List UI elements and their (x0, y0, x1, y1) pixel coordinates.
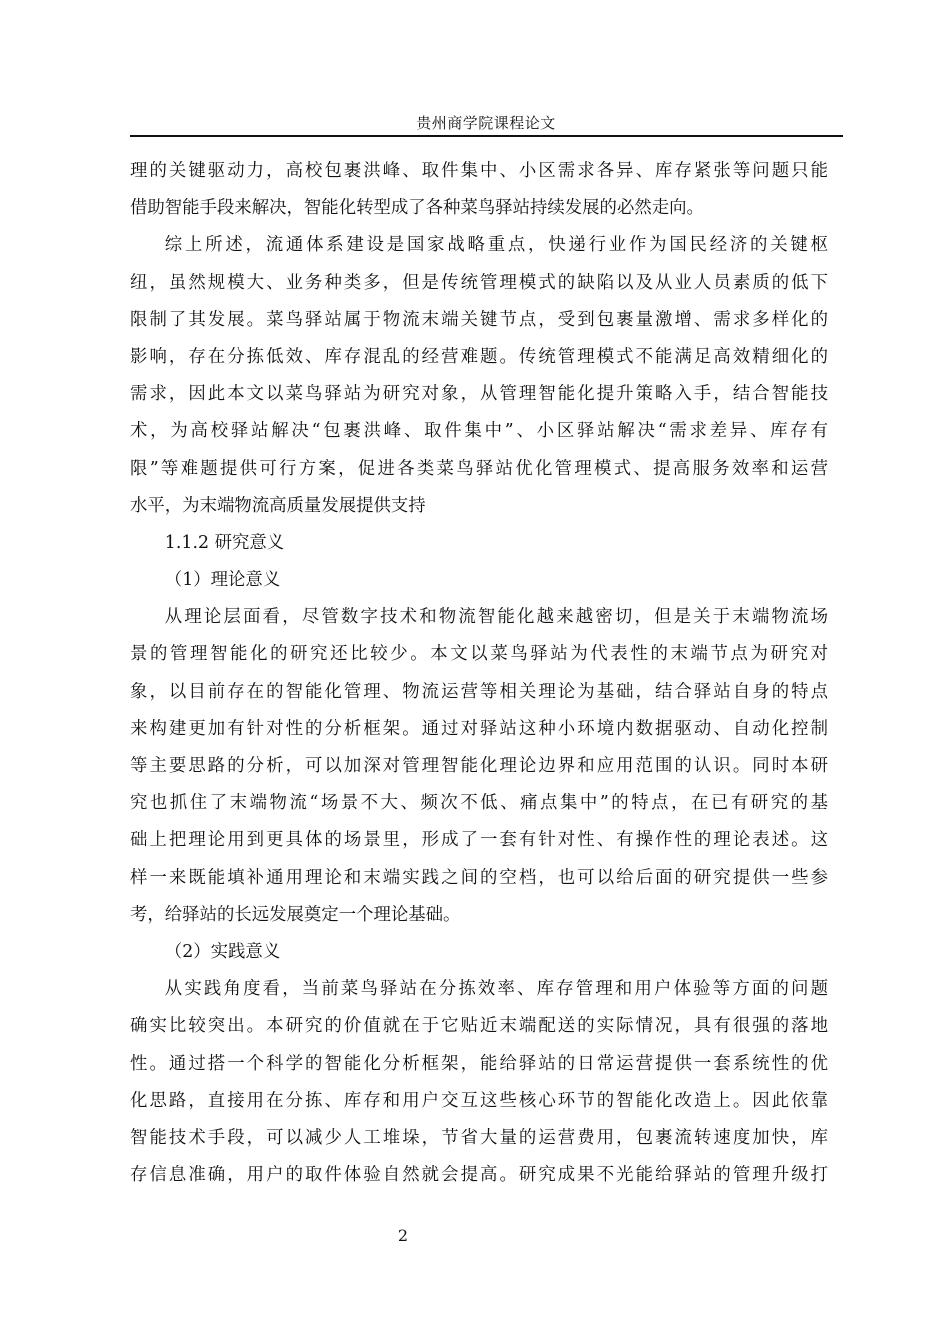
body-text (130, 153, 828, 1194)
text-line: 础上把理论用到更具体的场景里，形成了一套有针对性、有操作性的理论表述。这 (130, 830, 828, 851)
text-line: 确实比较突出。本研究的价值就在于它贴近末端配送的实际情况，具有很强的落地 (130, 1016, 828, 1037)
text-line: 来构建更加有针对性的分析框架。通过对驿站这种小环境内数据驱动、自动化控制 (130, 718, 828, 739)
text-line: （1）理论意义 (164, 570, 281, 591)
text-line: 借助智能手段来解决，智能化转型成了各种菜鸟驿站持续发展的必然走向。 (130, 198, 704, 219)
text-line: 化思路，直接用在分拣、库存和用户交互这些核心环节的智能化改造上。因此依靠 (130, 1090, 828, 1111)
text-line: 水平，为末端物流高质量发展提供支持 (130, 495, 426, 516)
page-header-title: 贵州商学院课程论文 (416, 114, 556, 132)
text-line: 象，以目前存在的智能化管理、物流运营等相关理论为基础，结合驿站自身的特点 (130, 681, 828, 702)
text-line: 综上所述，流通体系建设是国家战略重点，快递行业作为国民经济的关键枢 (164, 235, 828, 256)
text-line: 究也抓住了末端物流“场景不大、频次不低、痛点集中”的特点，在已有研究的基 (130, 793, 828, 814)
text-line: 考，给驿站的长远发展奠定一个理论基础。 (130, 904, 461, 925)
text-line: 术，为高校驿站解决“包裹洪峰、取件集中”、小区驿站解决“需求差异、库存有 (130, 421, 828, 442)
text-line: 限制了其发展。菜鸟驿站属于物流末端关键节点，受到包裹量激增、需求多样化的 (130, 309, 828, 330)
text-line: 限”等难题提供可行方案，促进各类菜鸟驿站优化管理模式、提高服务效率和运营 (130, 458, 828, 479)
text-line: 性。通过搭一个科学的智能化分析框架，能给驿站的日常运营提供一套系统性的优 (130, 1053, 828, 1074)
text-line: 智能技术手段，可以减少人工堆垛，节省大量的运营费用，包裹流转速度加快，库 (130, 1127, 828, 1148)
text-line: 理的关键驱动力，高校包裹洪峰、取件集中、小区需求各异、库存紧张等问题只能 (130, 161, 828, 181)
text-line: 1.1.2 研究意义 (164, 532, 285, 553)
page-number: 2 (397, 1226, 409, 1245)
text-line: 从实践角度看，当前菜鸟驿站在分拣效率、库存管理和用户体验等方面的问题 (164, 979, 828, 1000)
text-line: 样一来既能填补通用理论和末端实践之间的空档，也可以给后面的研究提供一些参 (130, 867, 828, 888)
text-line: 纽，虽然规模大、业务种类多，但是传统管理模式的缺陷以及从业人员素质的低下 (130, 272, 828, 293)
text-line: 等主要思路的分析，可以加深对管理智能化理论边界和应用范围的认识。同时本研 (130, 756, 828, 776)
text-line: 需求，因此本文以菜鸟驿站为研究对象，从管理智能化提升策略入手，结合智能技 (130, 384, 828, 405)
text-line: 存信息准确，用户的取件体验自然就会提高。研究成果不光能给驿站的管理升级打 (130, 1165, 828, 1186)
header-divider (130, 135, 843, 137)
text-line: 影响，存在分拣低效、库存混乱的经营难题。传统管理模式不能满足高效精细化的 (130, 346, 828, 367)
text-line: （2）实践意义 (164, 941, 281, 962)
text-line: 景的管理智能化的研究还比较少。本文以菜鸟驿站为代表性的末端节点为研究对 (130, 644, 828, 665)
text-line: 从理论层面看，尽管数字技术和物流智能化越来越密切，但是关于末端物流场 (164, 607, 828, 628)
